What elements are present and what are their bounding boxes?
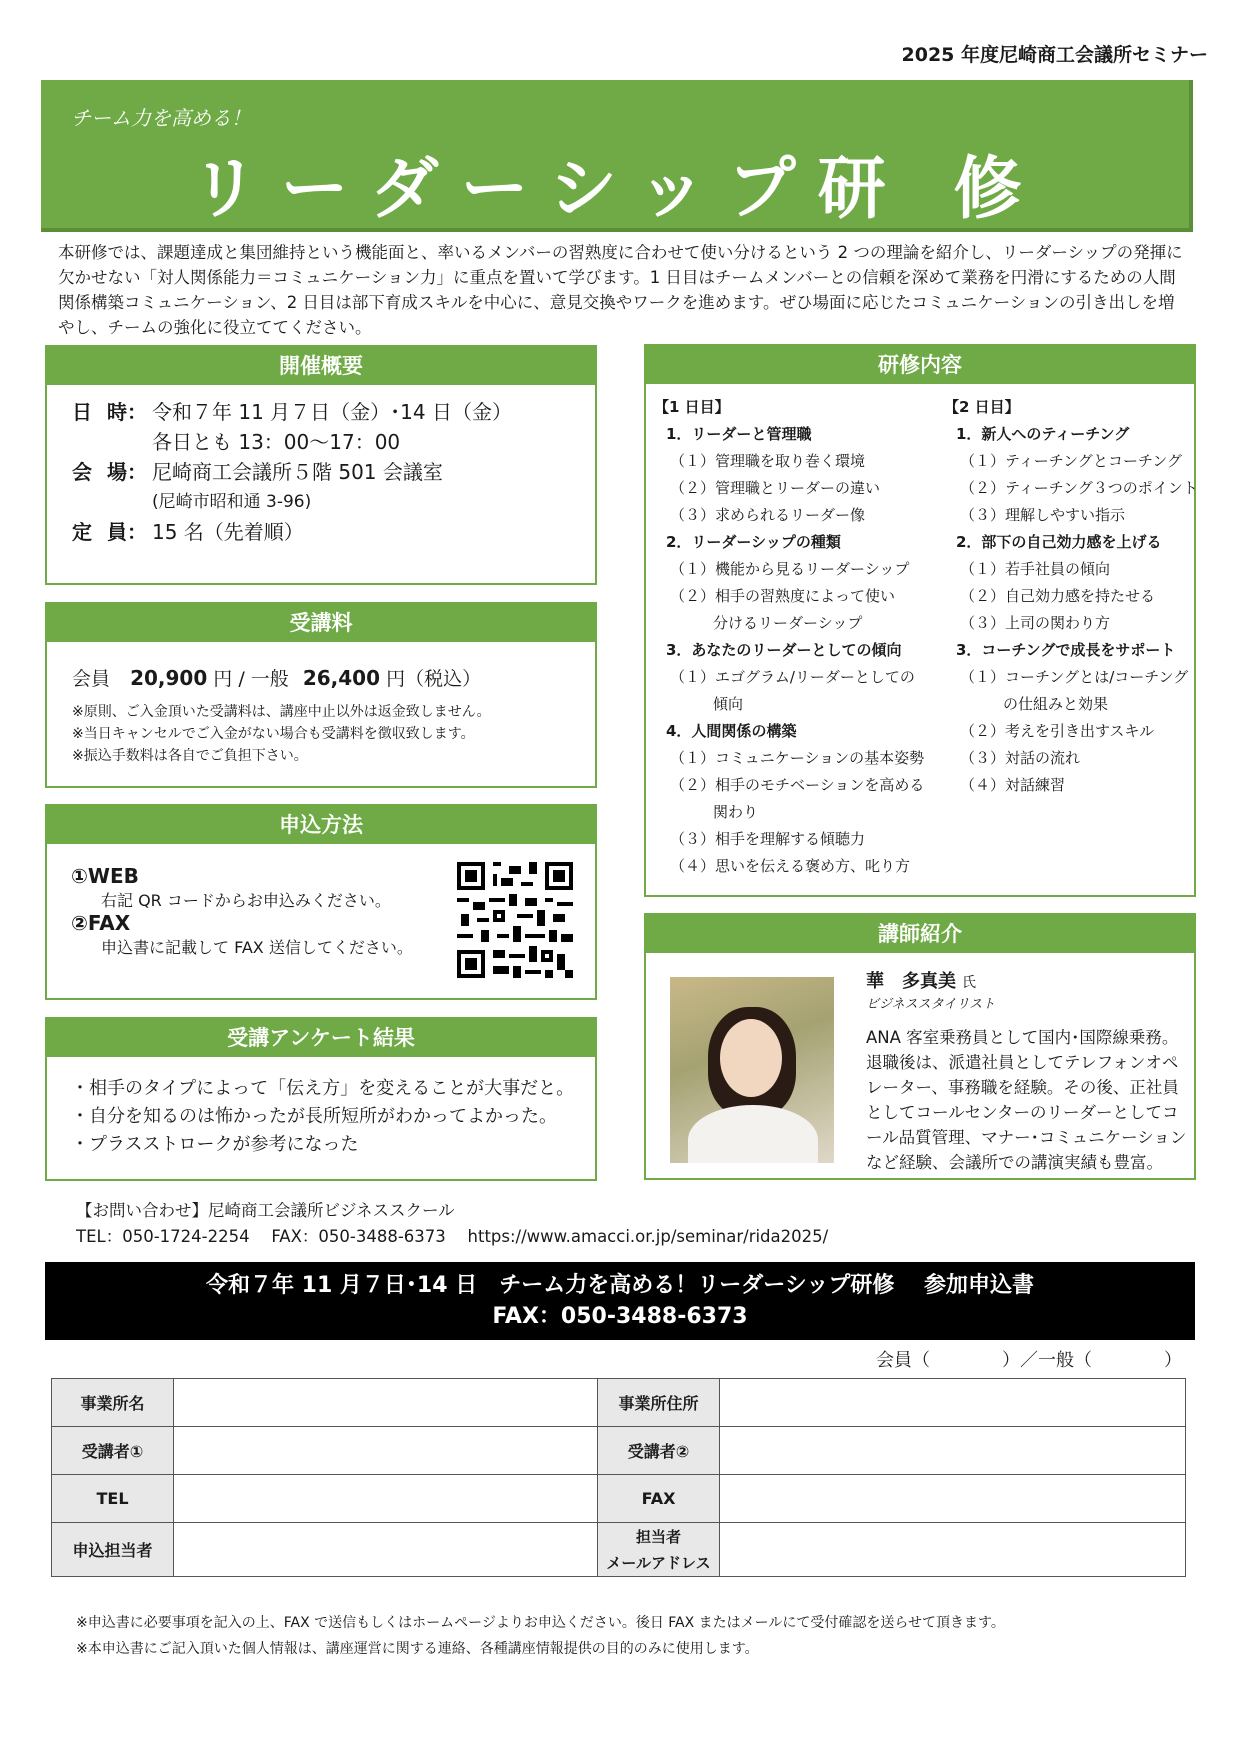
fee-line bbox=[47, 642, 595, 701]
lecturer-name: 華 多真美 bbox=[866, 971, 956, 992]
day1-topic: 3．あなたのリーダーとしての傾向 bbox=[666, 641, 902, 659]
contact-person-label: 申込担当者 bbox=[52, 1523, 174, 1577]
survey-item: ・自分を知るのは怖かったが長所短所がわかってよかった。 bbox=[71, 1106, 557, 1127]
date-label-a: 日 bbox=[72, 400, 92, 424]
overview-date-row bbox=[47, 397, 595, 427]
apply-box bbox=[45, 804, 597, 1000]
day2-item-cont: の仕組みと効果 bbox=[1003, 695, 1109, 713]
fee-note: ※当日キャンセルでご入金がない場合も受講料を徴収致します。 bbox=[72, 726, 475, 742]
day2-column bbox=[944, 394, 1216, 799]
day1-item-cont: 分けるリーダーシップ bbox=[713, 614, 863, 632]
day1-item: （３）求められるリーダー像 bbox=[670, 506, 866, 524]
lecturer-title: ビジネススタイリスト bbox=[866, 997, 996, 1012]
overview-venue-row bbox=[47, 457, 595, 487]
fee-general-amount: 26,400 bbox=[302, 666, 381, 690]
lecturer-bio: ANA 客室乗務員として国内･国際線乗務。退職後は、派遣社員としてテレフォンオペレーター、事務職を経験。その後、正社員としてコールセンターのリーダーとしてコール品質管理、マナー･コミュニケーションなど経験、会議所での講演実績も豊富。 bbox=[866, 1028, 1187, 1172]
day2-item: （１）ティーチングとコーチング bbox=[960, 452, 1183, 470]
day1-topic: 1．リーダーと管理職 bbox=[666, 425, 812, 443]
day1-item: （１）管理職を取り巻く環境 bbox=[670, 452, 866, 470]
day1-item: （２）相手の習熟度によって使い bbox=[670, 587, 896, 605]
banner-title: リーダーシップ研 修 bbox=[190, 150, 1044, 229]
apply-web-label: ①WEB bbox=[71, 864, 139, 888]
contact-info bbox=[76, 1198, 828, 1250]
curriculum-box bbox=[644, 344, 1196, 897]
office-name-label: 事業所名 bbox=[52, 1379, 174, 1427]
survey-heading: 受講アンケート結果 bbox=[47, 1019, 595, 1057]
cap-label-b: 員： bbox=[107, 520, 147, 544]
survey-box bbox=[45, 1017, 597, 1181]
date-value: 令和７年 11 月７日（金）･14 日（金） bbox=[152, 400, 512, 424]
fee-member-label: 会員 bbox=[72, 668, 111, 690]
email-label-b: メールアドレス bbox=[606, 1553, 711, 1572]
member-type-line[interactable]: 会員（ ）／一般（ ） bbox=[876, 1350, 1182, 1371]
survey-item: ・相手のタイプによって「伝え方」を変えることが大事だと。 bbox=[71, 1078, 575, 1099]
fee-heading: 受講料 bbox=[47, 604, 595, 642]
title-banner bbox=[41, 80, 1193, 232]
venue-label-b: 場： bbox=[107, 460, 147, 484]
fee-member-amount: 20,900 bbox=[130, 666, 208, 690]
day1-column bbox=[654, 394, 926, 880]
day1-item: （４）思いを伝える褒め方、叱り方 bbox=[670, 857, 911, 875]
day2-label: 【2 日目】 bbox=[944, 398, 1020, 416]
participant1-field[interactable] bbox=[174, 1427, 598, 1475]
table-row bbox=[52, 1379, 1186, 1427]
day2-topic: 3．コーチングで成長をサポート bbox=[956, 641, 1176, 659]
day1-item: （１）エゴグラム/リーダーとしての bbox=[670, 668, 915, 686]
office-address-field[interactable] bbox=[720, 1379, 1186, 1427]
cap-label-a: 定 bbox=[72, 520, 92, 544]
tel-field[interactable] bbox=[174, 1475, 598, 1523]
participant1-label: 受講者① bbox=[52, 1427, 174, 1475]
day2-item: （２）考えを引き出すスキル bbox=[960, 722, 1155, 740]
qr-code-icon[interactable] bbox=[457, 862, 573, 978]
venue-value: 尼崎商工会議所５階 501 会議室 bbox=[152, 460, 443, 484]
tel-label: TEL bbox=[52, 1475, 174, 1523]
table-row bbox=[52, 1523, 1186, 1577]
day2-item: （２）ティーチング３つのポイント bbox=[960, 479, 1198, 497]
day2-item: （３）対話の流れ bbox=[960, 749, 1081, 767]
time-value: 各日とも 13：00～17：00 bbox=[152, 430, 401, 454]
lecturer-box bbox=[644, 913, 1196, 1180]
fax-field[interactable] bbox=[720, 1475, 1186, 1523]
day1-item: （２）管理職とリーダーの違い bbox=[670, 479, 881, 497]
footnote: ※本申込書にご記入頂いた個人情報は、講座運営に関する連絡、各種講座情報提供の目的のみに使用します。 bbox=[76, 1641, 759, 1657]
email-field[interactable] bbox=[720, 1523, 1186, 1577]
footnote: ※申込書に必要事項を記入の上、FAX で送信もしくはホームページよりお申込ください。後日 FAX またはメールにて受付確認を送らせて頂きます。 bbox=[76, 1615, 1005, 1631]
application-form-table bbox=[51, 1378, 1186, 1577]
footnotes bbox=[76, 1610, 1005, 1662]
venue-label-a: 会 bbox=[72, 460, 92, 484]
office-name-field[interactable] bbox=[174, 1379, 598, 1427]
fee-notes bbox=[47, 701, 595, 767]
day1-item-cont: 傾向 bbox=[713, 695, 744, 713]
day1-item: （１）コミュニケーションの基本姿勢 bbox=[670, 749, 925, 767]
contact-line[interactable]: TEL：050-1724-2254 FAX：050-3488-6373 https://www.amacci.or.jp/seminar/rida2025/ bbox=[76, 1227, 829, 1246]
table-row bbox=[52, 1475, 1186, 1523]
apply-web-desc: 右記 QR コードからお申込みください。 bbox=[101, 891, 391, 910]
day2-item: （４）対話練習 bbox=[960, 776, 1066, 794]
table-row bbox=[52, 1427, 1186, 1475]
apply-fax-label: ②FAX bbox=[71, 911, 131, 935]
form-title: 令和７年 11 月７日･14 日 チーム力を高める！リーダーシップ研修 参加申込書 bbox=[206, 1273, 1034, 1298]
email-label bbox=[598, 1523, 720, 1577]
lecturer-honorific: 氏 bbox=[962, 975, 976, 991]
form-fax: FAX：050-3488-6373 bbox=[492, 1304, 748, 1329]
day1-topic: 4．人間関係の構築 bbox=[666, 722, 797, 740]
overview-capacity-row bbox=[47, 517, 595, 547]
survey-item: ・プラスストロークが参考になった bbox=[71, 1134, 359, 1155]
form-title-bar bbox=[45, 1262, 1195, 1340]
curriculum-heading: 研修内容 bbox=[646, 346, 1194, 384]
email-label-a: 担当者 bbox=[635, 1527, 681, 1546]
fax-label: FAX bbox=[598, 1475, 720, 1523]
day1-item-cont: 関わり bbox=[713, 803, 759, 821]
participant2-label: 受講者② bbox=[598, 1427, 720, 1475]
office-address-label: 事業所住所 bbox=[598, 1379, 720, 1427]
fee-note: ※原則、ご入金頂いた受講料は、講座中止以外は返金致しません。 bbox=[72, 704, 491, 720]
day2-topic: 1．新人へのティーチング bbox=[956, 425, 1130, 443]
day2-item: （３）上司の関わり方 bbox=[960, 614, 1111, 632]
day2-item: （１）コーチングとは/コーチング bbox=[960, 668, 1189, 686]
fee-yen-1: 円 / 一般 bbox=[213, 668, 289, 690]
capacity-value: 15 名（先着順） bbox=[152, 520, 304, 544]
apply-fax-desc: 申込書に記載して FAX 送信してください。 bbox=[101, 938, 413, 957]
day2-item: （１）若手社員の傾向 bbox=[960, 560, 1111, 578]
apply-heading: 申込方法 bbox=[47, 806, 595, 844]
day2-item: （２）自己効力感を持たせる bbox=[960, 587, 1156, 605]
day2-topic: 2．部下の自己効力感を上げる bbox=[956, 533, 1162, 551]
lecturer-heading: 講師紹介 bbox=[646, 915, 1194, 953]
fee-yen-2: 円（税込） bbox=[386, 668, 482, 690]
contact-line: 【お問い合わせ】尼崎商工会議所ビジネススクール bbox=[76, 1201, 455, 1220]
banner-subtitle: チーム力を高める！ bbox=[71, 106, 251, 130]
intro-paragraph: 本研修では、課題達成と集団維持という機能面と、率いるメンバーの習熟度に合わせて使い分けるという 2 つの理論を紹介し、リーダーシップの発揮に欠かせない「対人関係能力＝コミュニケーション力」に重点を置いて学びます。1 日目はチームメンバーとの信頼を深めて業務を円滑にするための人間関係構築コミュニケーション、2 日目は部下育成スキルを中心に、意見交換やワークを進めます。ぜひ場面に応じたコミュニケーションの引き出しを増やし、チームの強化に役立ててください。 bbox=[58, 243, 1183, 337]
fee-note: ※振込手数料は各自でご負担下さい。 bbox=[72, 748, 308, 764]
date-label-b: 時： bbox=[107, 400, 147, 424]
overview-heading: 開催概要 bbox=[47, 347, 595, 385]
day1-item: （３）相手を理解する傾聴力 bbox=[670, 830, 866, 848]
participant2-field[interactable] bbox=[720, 1427, 1186, 1475]
day2-item: （３）理解しやすい指示 bbox=[960, 506, 1126, 524]
overview-box bbox=[45, 345, 597, 585]
day1-item: （２）相手のモチベーションを高める bbox=[670, 776, 925, 794]
fee-box bbox=[45, 602, 597, 788]
seminar-series-label: 2025 年度尼崎商工会議所セミナー bbox=[901, 44, 1208, 66]
contact-person-field[interactable] bbox=[174, 1523, 598, 1577]
venue-address: (尼崎市昭和通 3-96) bbox=[152, 492, 312, 512]
day1-item: （１）機能から見るリーダーシップ bbox=[670, 560, 910, 578]
day1-topic: 2．リーダーシップの種類 bbox=[666, 533, 841, 551]
lecturer-photo bbox=[670, 977, 834, 1163]
lecturer-name-line bbox=[866, 967, 976, 993]
day1-label: 【1 日目】 bbox=[654, 398, 730, 416]
